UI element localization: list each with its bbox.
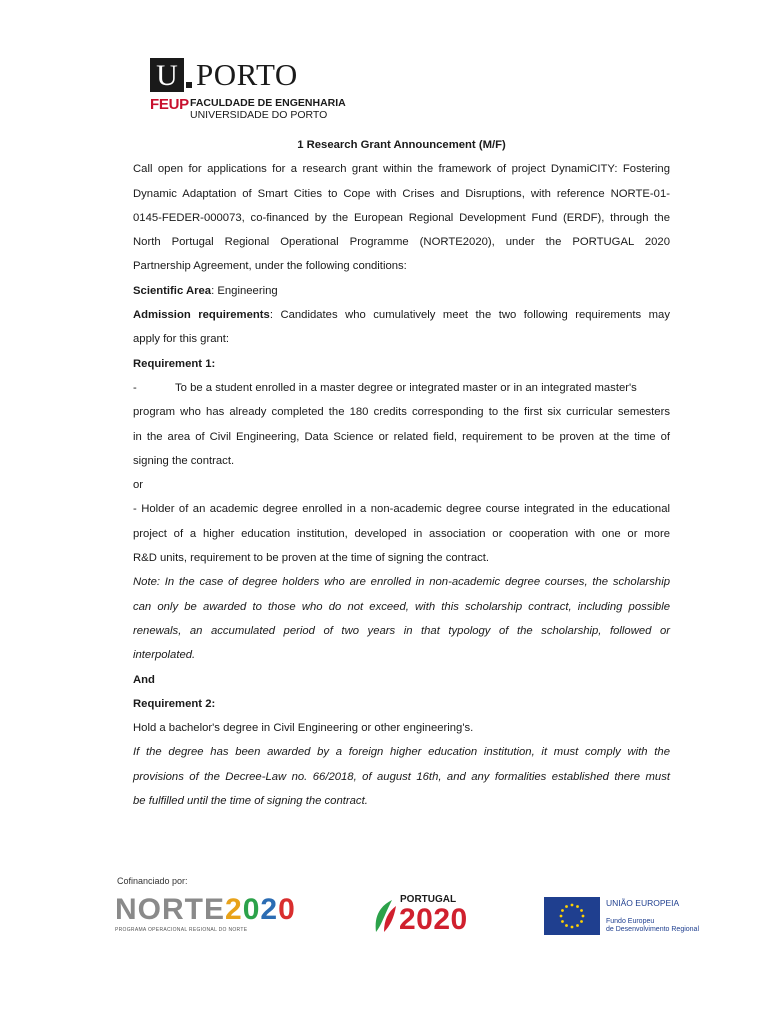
admission-requirements xyxy=(133,303,670,327)
eu-star xyxy=(576,924,579,927)
norte-digit: 2 xyxy=(225,893,243,926)
logo-porto-text: PORTO xyxy=(196,57,298,92)
eu-star xyxy=(582,915,585,918)
admission-text-cont: apply for this grant: xyxy=(133,333,230,346)
logo-u-mark: U xyxy=(150,58,184,92)
foreign-line: provisions of the Decree-Law no. 66/2018, of august 16th, and any formalities established there must xyxy=(133,770,670,783)
eu-flag-icon xyxy=(544,897,600,935)
eu-star xyxy=(580,909,583,912)
uporto-feup-logo xyxy=(150,58,350,122)
logo-u-dot xyxy=(186,82,192,88)
intro-line: Dynamic Adaptation of Smart Cities to Cope with Crises and Disruptions, with reference NORTE-01- xyxy=(133,187,670,200)
norte-digit: 0 xyxy=(242,893,261,926)
document-body xyxy=(133,133,670,813)
eu-logo xyxy=(544,897,704,937)
eu-star xyxy=(571,926,574,929)
norte2020-logo xyxy=(115,893,325,943)
req2-text: Hold a bachelor's degree in Civil Engineering or other engineering's. xyxy=(133,722,474,735)
logo-feup-text: FEUP xyxy=(150,96,189,113)
cofinanciado-label: Cofinanciado por: xyxy=(117,876,188,886)
portugal-label: PORTUGAL xyxy=(400,894,457,905)
note-line: interpolated. xyxy=(133,649,196,662)
eu-star xyxy=(576,905,579,908)
eu-title: UNIÃO EUROPEIA xyxy=(606,898,680,908)
eu-star xyxy=(580,920,583,923)
norte-digit: 0 xyxy=(278,893,296,926)
holder-line: R&D units, requirement to be proven at the time of signing the contract. xyxy=(133,552,490,565)
eu-star xyxy=(561,920,564,923)
intro-line: Partnership Agreement, under the following conditions: xyxy=(133,260,407,273)
req1-line: in the area of Civil Engineering, Data Science or related field, requirement to be proven at the time of xyxy=(133,430,670,443)
document-title: 1 Research Grant Announcement (M/F) xyxy=(297,139,506,151)
norte2020-subtitle: PROGRAMA OPERACIONAL REGIONAL DO NORTE xyxy=(115,927,248,933)
logo-universidade-text: UNIVERSIDADE DO PORTO xyxy=(190,109,328,121)
eu-star xyxy=(571,904,574,907)
eu-star xyxy=(565,905,568,908)
holder-line: project of a higher education institution, developed in association or cooperation with one or more xyxy=(133,527,670,540)
foreign-line: If the degree has been awarded by a foreign higher education institution, it must comply with the xyxy=(133,746,670,759)
eu-fund-line: Fundo Europeu xyxy=(606,918,655,925)
portugal2020-logo xyxy=(372,894,492,940)
holder-line: - Holder of an academic degree enrolled in a non-academic degree course integrated in the educational xyxy=(133,503,670,516)
req1-text: To be a student enrolled in a master degree or integrated master or in an integrated master's xyxy=(175,381,637,394)
scientific-area-label: Scientific Area xyxy=(133,284,212,297)
eu-fund-line: de Desenvolvimento Regional xyxy=(606,926,699,933)
and-label: And xyxy=(133,673,155,686)
note-line: Note: In the case of degree holders who are enrolled in non-academic degree courses, the scholarship xyxy=(133,576,670,589)
requirement-1-heading: Requirement 1: xyxy=(133,357,216,370)
req1-line: program who has already completed the 180 credits corresponding to the first six curricular semesters xyxy=(133,406,670,419)
intro-line: North Portugal Regional Operational Programme (NORTE2020), under the PORTUGAL 2020 xyxy=(133,236,670,249)
req1-line xyxy=(133,376,670,400)
or-text: or xyxy=(133,479,144,492)
scientific-area xyxy=(133,279,670,303)
req1-line: signing the contract. xyxy=(133,454,235,467)
eu-star xyxy=(560,915,563,918)
intro-line: Call open for applications for a research grant within the framework of project DynamiCITY: Fostering xyxy=(133,163,670,176)
norte2020-wordmark xyxy=(115,893,296,927)
eu-star xyxy=(565,924,568,927)
scientific-area-value: : Engineering xyxy=(211,284,278,297)
portugal-leaf-icon xyxy=(372,898,398,934)
portugal-year: 2020 xyxy=(399,903,468,936)
foreign-line: be fulfilled until the time of signing the contract. xyxy=(133,795,368,808)
norte-digit: 2 xyxy=(260,893,279,926)
logo-faculdade-text: FACULDADE DE ENGENHARIA xyxy=(190,97,346,109)
intro-line: 0145-FEDER-000073, co-financed by the European Regional Development Fund (ERDF), through the xyxy=(133,211,670,224)
requirement-2-heading: Requirement 2: xyxy=(133,697,216,710)
norte-word: NORTE xyxy=(115,893,225,926)
admission-text: : Candidates who cumulatively meet the two following requirements may xyxy=(269,309,670,322)
eu-star xyxy=(561,909,564,912)
req1-dash: - xyxy=(133,381,137,394)
note-line: can only be awarded to those who do not exceed, with this scholarship contract, including possible xyxy=(133,600,670,613)
note-line: renewals, an accumulated period of two years in that typology of the scholarship, followed or xyxy=(133,624,670,637)
admission-label: Admission requirements xyxy=(133,309,270,322)
